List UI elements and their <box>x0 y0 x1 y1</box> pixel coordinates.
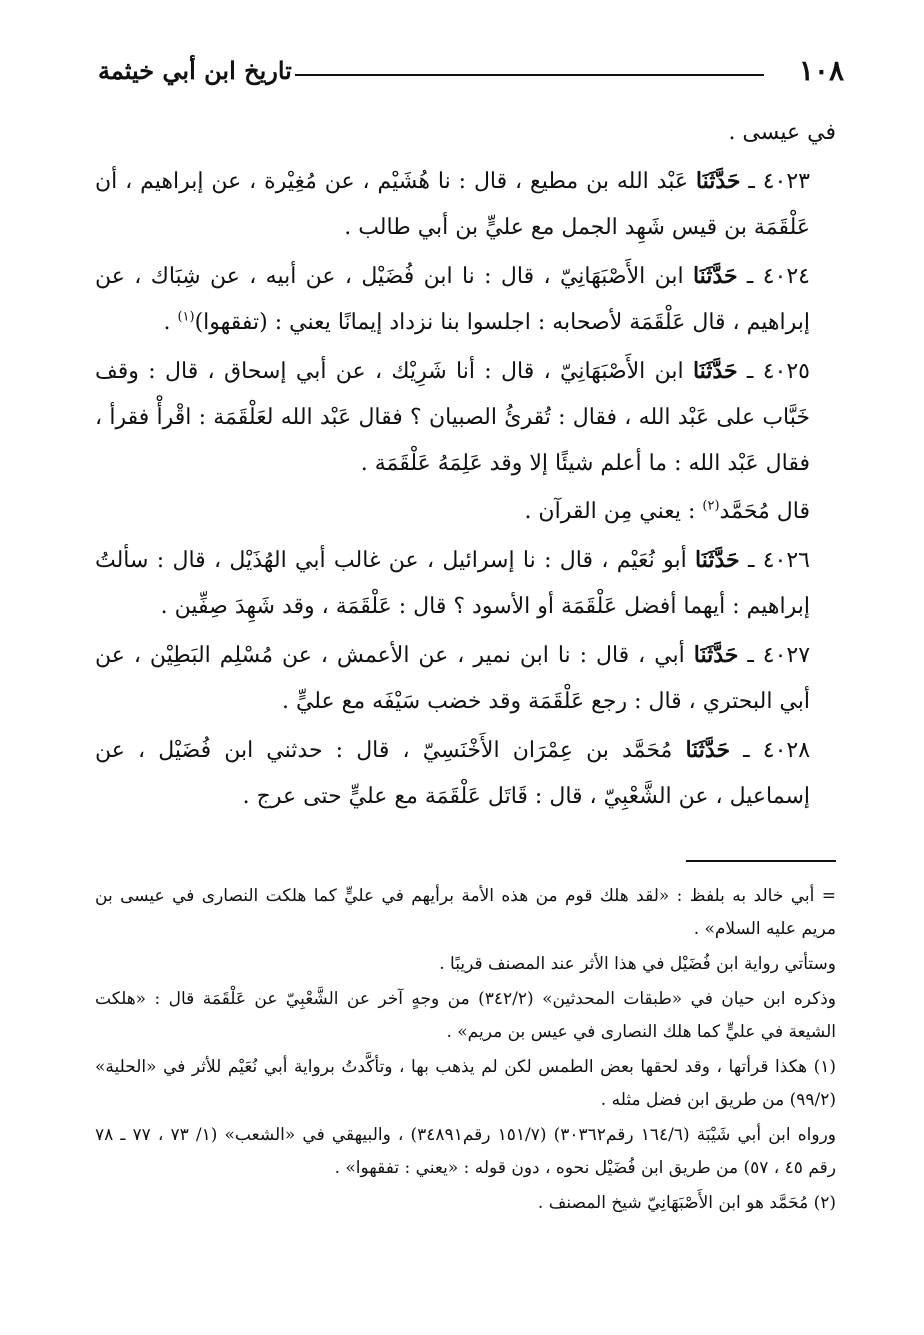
hadith-keyword: حَدَّثَنَا <box>692 358 738 384</box>
hadith-4027: ٤٠٢٧ ـ حَدَّثَنَا أبي ، قال : نا ابن نمير ، عن الأعمش ، عن مُسْلِم البَطِيْن ، عن أبي البحتري ، قال : رجع عَلْقَمَة وقد خضب سَيْفَه مع عليٍّ . <box>95 642 811 714</box>
footnote-text: = أبي خالد به بلفظ : «لقد هلك قوم من هذه الأمة برأيهم في عليٍّ كما هلكت النصارى في عيسى بن مريم عليه السلام» . <box>95 886 836 939</box>
hadith-text: ابن الأَصْبَهَانِيّ ، قال : نا ابن فُضَيْل ، عن أبيه ، عن شِبَاك ، عن إبراهيم ، قال عَلْقَمَة لأصحابه : اجلسوا بنا نزداد إيمانًا يعني : (تفقهوا) <box>95 264 810 335</box>
hadith-4026: ٤٠٢٦ ـ حَدَّثَنَا أبو نُعَيْم ، قال : نا إسرائيل ، عن غالب أبي الهُذَيْل ، قال : سألتُ إبراهيم : أيهما أفضل عَلْقَمَة أو الأسود ؟ قال : عَلْقَمَة ، وقد شَهِدَ صِفِّين . <box>95 547 810 619</box>
comment-text: : يعني مِن القرآن . <box>524 499 703 524</box>
footnote-rule <box>686 860 836 862</box>
hadith-keyword: حَدَّثَنَا <box>695 547 740 573</box>
hadith-number: ٤٠٢٨ <box>762 738 811 763</box>
hadith-text: مُحَمَّد بن عِمْرَان الأَخْنَسِيّ ، قال : حدثني ابن فُضَيْل ، عن إسماعيل ، عن الشَّعْبِيّ ، قال : قَاتَل عَلْقَمَة مع عليٍّ حتى عرج . <box>95 738 810 809</box>
footnote-text: ورواه ابن أبي شَيْبَة (١٦٤/٦ رقم٣٠٣٦٢) (١٥١/٧ رقم٣٤٨٩١) ، والبيهقي في «الشعب» (١/ ٧٣ ، ٧٧ ـ ٧٨ رقم ٤٥ ، ٥٧) من طريق ابن فُضَيْل نحوه ، دون قوله : «يعني : تفقهوا» . <box>95 1125 836 1178</box>
page-header <box>90 52 844 96</box>
footnote-text: (١) هكذا قرأتها ، وقد لحقها بعض الطمس لكن لم يذهب بها ، وتأكَّدتُ برواية أبي نُعَيْم للأثر في «الحلية» (٩٩/٢) من طريق ابن فضل مثله . <box>95 1057 836 1110</box>
hadith-text: أبي ، قال : نا ابن نمير ، عن الأعمش ، عن مُسْلِم البَطِيْن ، عن أبي البحتري ، قال : رجع عَلْقَمَة وقد خضب سَيْفَه مع عليٍّ . <box>95 643 810 714</box>
footnote-text: وذكره ابن حيان في «طبقات المحدثين» (٣٤٢/٢) من وجهٍ آخر عن الشَّعْبِيّ عن عَلْقَمَة قال : «هلكت الشيعة في عليٍّ كما هلك النصارى في عيس بن مريم» . <box>95 989 836 1042</box>
header-rule <box>295 74 764 76</box>
opening-text: في عيسى . <box>728 120 836 145</box>
page-number: ١٠٨ <box>798 54 844 87</box>
footnote-1-continued <box>95 1119 836 1185</box>
hadith-4025-comment <box>95 489 836 535</box>
footnote-ref: (١) <box>177 309 195 325</box>
hadith-4025: ٤٠٢٥ ـ حَدَّثَنَا ابن الأَصْبَهَانِيّ ، قال : أنا شَرِيْك ، عن أبي إسحاق ، قال : وقف خَبَّاب على عَبْد الله ، فقال : تُقرئُ الصبيان ؟ فقال عَبْد الله لعَلْقَمَة : اقْرأْ فقرأ ، فقال عَبْد الله : ما أعلم شيئًا إلا وقد عَلِمَهُ عَلْقَمَة . <box>95 358 810 476</box>
footnote-1 <box>95 1051 836 1117</box>
hadith-text: عَبْد الله بن مطيع ، قال : نا هُشَيْم ، عن مُغِيْرة ، عن إبراهيم ، أن عَلْقَمَة بن قيس شَهِد الجمل مع عليٍّ بن أبي طالب . <box>95 169 810 240</box>
hadith-4023: ٤٠٢٣ ـ حَدَّثَنَا عَبْد الله بن مطيع ، قال : نا هُشَيْم ، عن مُغِيْرة ، عن إبراهيم ، أن عَلْقَمَة بن قيس شَهِد الجمل مع عليٍّ بن أبي طالب . <box>95 168 810 240</box>
hadith-keyword: حَدَّثَنَا <box>693 642 739 668</box>
hadith-text: ابن الأَصْبَهَانِيّ ، قال : أنا شَرِيْك ، عن أبي إسحاق ، قال : وقف خَبَّاب على عَبْد الله ، فقال : تُقرئُ الصبيان ؟ فقال عَبْد الله لعَلْقَمَة : اقْرأْ فقرأ ، فقال عَبْد الله : ما أعلم شيئًا إلا وقد عَلِمَهُ عَلْقَمَة . <box>95 359 810 476</box>
hadith-4028: ٤٠٢٨ ـ حَدَّثَنَا مُحَمَّد بن عِمْرَان الأَخْنَسِيّ ، قال : حدثني ابن فُضَيْل ، عن إسماعيل ، عن الشَّعْبِيّ ، قال : قَاتَل عَلْقَمَة مع عليٍّ حتى عرج . <box>95 737 811 809</box>
hadith-keyword: حَدَّثَنَا <box>692 263 738 289</box>
main-text <box>95 110 836 822</box>
footnote-continuation <box>95 880 836 946</box>
hadith-number: ٤٠٢٤ <box>762 264 810 289</box>
footnote-text: (٢) مُحَمَّد هو ابن الأَصْبَهَانِيّ شيخ المصنف . <box>537 1193 836 1213</box>
opening-line <box>95 110 836 156</box>
hadith-keyword: حَدَّثَنَا <box>695 168 741 194</box>
hadith-number: ٤٠٢٦ <box>762 548 810 573</box>
hadith-number: ٤٠٢٥ <box>762 359 810 384</box>
hadith-text: أبو نُعَيْم ، قال : نا إسرائيل ، عن غالب أبي الهُذَيْل ، قال : سألتُ إبراهيم : أيهما أفضل عَلْقَمَة أو الأسود ؟ قال : عَلْقَمَة ، وقد شَهِدَ صِفِّين . <box>95 548 810 619</box>
book-title: تاريخ ابن أبي خيثمة <box>98 56 292 85</box>
hadith-end: . <box>163 310 178 335</box>
hadith-number: ٤٠٢٧ <box>762 643 811 668</box>
hadith-4024: ٤٠٢٤ ـ حَدَّثَنَا ابن الأَصْبَهَانِيّ ، قال : نا ابن فُضَيْل ، عن أبيه ، عن شِبَاك ، عن إبراهيم ، قال عَلْقَمَة لأصحابه : اجلسوا بنا نزداد إيمانًا يعني : (تفقهوا)$^{(١)}$ . <box>95 263 810 335</box>
footnote-continuation <box>95 948 836 981</box>
footnote-continuation <box>95 983 836 1049</box>
comment-prefix: قال مُحَمَّد <box>719 499 810 524</box>
hadith-number: ٤٠٢٣ <box>762 169 810 194</box>
footnote-ref: (٢) <box>702 498 720 514</box>
hadith-keyword: حَدَّثَنَا <box>685 737 731 763</box>
footnotes <box>95 880 836 1222</box>
footnote-2 <box>95 1187 836 1220</box>
footnote-text: وستأتي رواية ابن فُضَيْل في هذا الأثر عند المصنف قريبًا . <box>439 954 836 974</box>
